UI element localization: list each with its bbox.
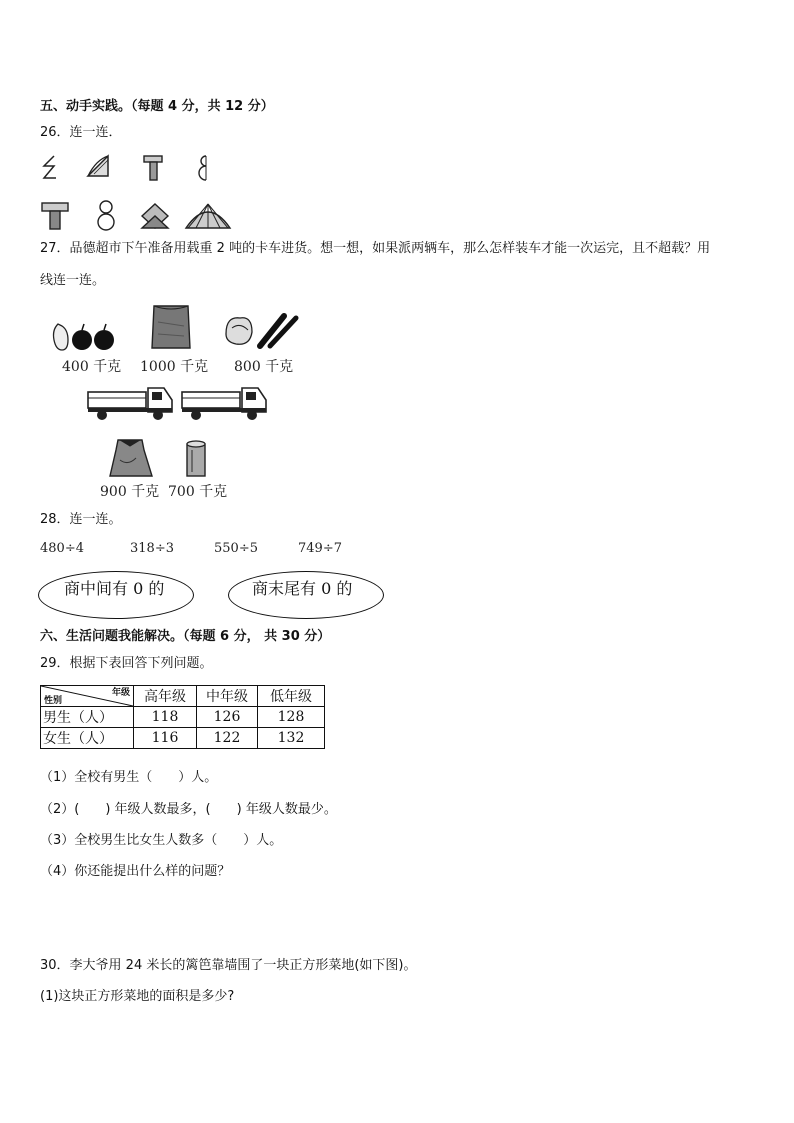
goods-label-400: 400 千克 [62,359,122,375]
grade-table [40,685,325,749]
umbrella-icon [184,202,232,230]
table-cell: 132 [258,728,325,749]
table-header-row [41,686,325,707]
triangle-shape-icon [140,202,170,232]
question-29-sub2: （2）( ) 年级人数最多，( ) 年级人数最少。 [40,802,337,817]
table-header: 低年级 [258,686,325,707]
t-block-icon [142,154,164,182]
vegetables-icon [222,310,300,350]
goods-label-700: 700 千克 [168,484,228,500]
expression: 480÷4 [40,541,84,556]
question-29: 29．根据下表回答下列问题。 [40,656,213,671]
corner-bottom-label: 性别 [44,696,63,706]
expression: 550÷5 [214,541,258,556]
table-header: 中年级 [197,686,258,707]
question-29-sub3: （3）全校男生比女生人数多（ ）人。 [40,833,283,848]
snowman-icon [94,198,118,232]
sack-icon [148,302,194,352]
zigzag-shape-icon [40,154,60,182]
question-26: 26．连一连． [40,125,122,140]
goods-label-1000: 1000 千克 [140,359,209,375]
corner-top-label: 年级 [111,688,130,698]
bag-icon [108,436,154,480]
table-cell: 116 [134,728,197,749]
can-icon [184,440,208,480]
fruit-icon [46,318,118,354]
goods-label-900: 900 千克 [100,484,160,500]
section-title: 五、动手实践。（每题 4 分，共 12 分） [40,99,274,114]
question-29-sub1: （1）全校有男生（ ）人。 [40,770,218,785]
question-28: 28．连一连。 [40,512,122,527]
table-row [41,728,325,749]
table-cell: 128 [258,707,325,728]
fan-shape-icon [86,154,112,180]
table-cell: 118 [134,707,197,728]
question-30: 30．李大爷用 24 米长的篱笆靠墙围了一块正方形菜地(如下图)。 [40,958,417,973]
question-27-line1: 27．品德超市下午准备用载重 2 吨的卡车进货。想一想，如果派两辆车，那么怎样装车才能一次运完，且不超载？用 [40,241,711,256]
section-title: 六、生活问题我能解决。（每题 6 分， 共 30 分） [40,629,331,644]
half-snowman-icon [194,154,210,182]
table-cell: 126 [197,707,258,728]
table-row [41,707,325,728]
table-cell: 122 [197,728,258,749]
question-27-line2: 线连一连。 [40,273,106,288]
question-29-sub4: （4）你还能提出什么样的问题？ [40,864,231,879]
row-label: 男生（人） [41,707,134,728]
table-corner-cell [41,686,134,707]
house-shape-icon [40,200,70,232]
ellipse-end-zero-label: 商末尾有 0 的 [252,579,353,598]
ellipse-middle-zero-label: 商中间有 0 的 [64,579,165,598]
truck-icon [86,384,174,422]
expression: 318÷3 [130,541,174,556]
goods-label-800: 800 千克 [234,359,294,375]
question-30-sub1: (1)这块正方形菜地的面积是多少? [40,989,235,1004]
row-label: 女生（人） [41,728,134,749]
truck-icon [180,384,268,422]
table-header: 高年级 [134,686,197,707]
expression: 749÷7 [298,541,342,556]
